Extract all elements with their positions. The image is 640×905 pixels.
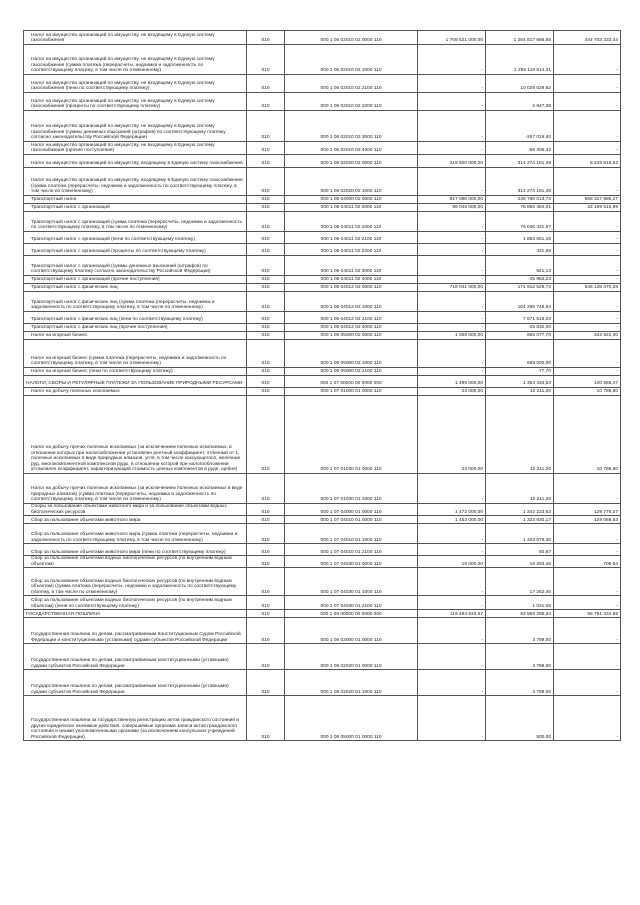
table-row (24, 93, 621, 111)
row-line-code: 010 (247, 204, 285, 212)
row-income-code: 000 1 06 02010 02 4000 110 (285, 142, 418, 155)
row-income-code: 000 1 06 04011 02 1000 110 (285, 212, 418, 232)
table-row (24, 474, 621, 504)
row-executed-amount: 63 968 295,34 (486, 610, 554, 618)
table-row (24, 256, 621, 276)
row-executed-amount: 2 847,38 (486, 93, 554, 111)
row-name: Налог на игорный бизнес (сумма платежа (перерасчеты, недоимка и задолженность по соответствующему платежу, в том числе по отмененному) (24, 340, 247, 368)
row-line-code: 010 (247, 670, 285, 696)
row-income-code: 000 1 06 02010 02 1000 110 (285, 45, 418, 75)
row-executed-amount: -25 832,00 (486, 324, 554, 332)
row-approved-amount: - (418, 232, 486, 244)
row-remaining-amount: - (554, 596, 621, 610)
row-executed-amount: 1 863 661,16 (486, 232, 554, 244)
row-remaining-amount: - (554, 232, 621, 244)
row-income-code: 000 1 06 02010 02 2100 110 (285, 75, 418, 93)
row-approved-amount: - (418, 524, 486, 544)
row-remaining-amount: - (554, 292, 621, 312)
row-line-code: 010 (247, 324, 285, 332)
table-row (24, 212, 621, 232)
row-executed-amount: 1 264 817 666,56 (486, 31, 554, 45)
row-remaining-amount: - (554, 618, 621, 644)
row-approved-amount: - (418, 368, 486, 376)
row-approved-amount: - (418, 45, 486, 75)
table-row (24, 312, 621, 324)
row-executed-amount: 10 029 629,62 (486, 75, 554, 93)
row-income-code: 000 1 07 04030 01 0000 110 (285, 556, 418, 568)
row-executed-amount: 1 031,06 (486, 596, 554, 610)
row-income-code: 000 1 06 02020 02 0000 110 (285, 155, 418, 168)
row-income-code: 000 1 07 01030 01 0000 110 (285, 396, 418, 474)
row-remaining-amount: 10 788,80 (554, 396, 621, 474)
row-income-code: 000 1 06 04011 02 2200 110 (285, 244, 418, 256)
row-approved-amount: 1 709 521 000,00 (418, 31, 486, 45)
row-name: Сборы за пользование объектами животного мира и за пользование объектами водных биологических ресурсов (24, 504, 247, 516)
row-name: Налог на добычу прочих полезных ископаемых (за исключением полезных ископаемых, в отношении которых при налогообложении установлен рентный коэффициент, отличный от 1, полезных ископаемых в виде природных алмазов, угля, в том числе коксующегося, железных руд, многокомпонентной комплексной руды, в отношении которой при налогообложении установлен коэффициент, характеризующий стоимость ценных компонентов в руде, щебня) (24, 396, 247, 474)
row-approved-amount: - (418, 111, 486, 142)
row-line-code: 010 (247, 244, 285, 256)
row-executed-amount: 171 912 529,72 (486, 284, 554, 292)
row-approved-amount: 23 000,00 (418, 388, 486, 396)
row-name: Сбор за пользование объектами животного мира (24, 516, 247, 524)
row-line-code: 010 (247, 474, 285, 504)
row-line-code: 010 (247, 31, 285, 45)
row-remaining-amount: - (554, 93, 621, 111)
row-executed-amount: 665 077,70 (486, 332, 554, 340)
row-name: Государственная пошлина за государственную регистрацию актов гражданского состояния и другие юридически значимые действия, совершаемые органами записи актов гражданского состояния и иными уполномоченными органами (за исключением консульских учреждений Российской Федерации) (24, 696, 247, 741)
income-report-table (23, 30, 621, 741)
row-line-code: 010 (247, 524, 285, 544)
table-row (24, 292, 621, 312)
row-income-code: 000 1 06 02020 02 1000 110 (285, 168, 418, 196)
row-income-code: 000 1 07 01030 01 1000 110 (285, 474, 418, 504)
row-name: Налог на имущество организаций по имуществу, не входящему в Единую систему газоснабжения (суммы денежных взысканий (штрафов) по соответствующему платежу согласно законодательству Российской Федерации) (24, 111, 247, 142)
row-remaining-amount: - (554, 474, 621, 504)
row-name: Транспортный налог с организаций (суммы денежных взысканий (штрафов) по соответствующему платежу согласно законодательству Российской Федерации) (24, 256, 247, 276)
row-line-code: 010 (247, 111, 285, 142)
row-approved-amount: - (418, 244, 486, 256)
table-row (24, 544, 621, 556)
table-row (24, 196, 621, 204)
row-line-code: 010 (247, 368, 285, 376)
row-income-code: 000 1 06 04012 02 4000 110 (285, 324, 418, 332)
row-line-code: 010 (247, 284, 285, 292)
row-remaining-amount: 706,54 (554, 556, 621, 568)
row-executed-amount: 665 000,00 (486, 340, 554, 368)
row-executed-amount: 1 354 434,53 (486, 376, 554, 388)
table-row (24, 618, 621, 644)
row-name: Сбор за пользование объектами животного мира (сумма платежа (перерасчеты, недоимка и задолженность по соответствующему платежу, в том числе по отмененному) (24, 524, 247, 544)
table-row (24, 368, 621, 376)
row-income-code: 000 1 06 02010 02 0000 110 (285, 31, 418, 45)
row-executed-amount: -56 305,32 (486, 142, 554, 155)
row-line-code: 010 (247, 610, 285, 618)
row-remaining-amount: - (554, 544, 621, 556)
row-name: Транспортный налог с организаций (сумма платежа (перерасчеты, недоимка и задолженность по соответствующему платежу, в том числе по отмененному) (24, 212, 247, 232)
row-income-code: 000 1 06 02010 02 2200 110 (285, 93, 418, 111)
row-income-code: 000 1 06 04011 02 2100 110 (285, 232, 418, 244)
row-name: Сбор за пользование объектами водных биологических ресурсов (по внутренним водным объектам) (сумма платежа (перерасчеты, недоимка и задолженность по соответствующему платежу, в том числе по отмененному) (24, 568, 247, 596)
row-executed-amount: 314 274 181,48 (486, 168, 554, 196)
row-income-code: 000 1 08 00000 00 0000 000 (285, 610, 418, 618)
row-executed-amount: 1 323 679,30 (486, 524, 554, 544)
row-income-code: 000 1 06 04012 02 2100 110 (285, 312, 418, 324)
row-remaining-amount: - (554, 340, 621, 368)
row-name: НАЛОГИ, СБОРЫ И РЕГУЛЯРНЫЕ ПЛАТЕЖИ ЗА ПОЛЬЗОВАНИЕ ПРИРОДНЫМИ РЕСУРСАМИ (24, 376, 247, 388)
row-remaining-amount: - (554, 568, 621, 596)
table-row (24, 568, 621, 596)
row-remaining-amount: 10 788,80 (554, 388, 621, 396)
row-remaining-amount: - (554, 168, 621, 196)
row-remaining-amount: - (554, 324, 621, 332)
table-row (24, 45, 621, 75)
row-line-code: 010 (247, 45, 285, 75)
row-remaining-amount: - (554, 256, 621, 276)
row-executed-amount: 248 768 013,73 (486, 196, 554, 204)
row-line-code: 010 (247, 544, 285, 556)
row-executed-amount: 1 323 930,17 (486, 516, 554, 524)
row-income-code: 000 1 08 05000 01 0000 110 (285, 696, 418, 741)
row-income-code: 000 1 06 05000 02 0000 110 (285, 332, 418, 340)
row-remaining-amount: 140 565,47 (554, 376, 621, 388)
row-approved-amount: - (418, 276, 486, 284)
row-line-code: 010 (247, 504, 285, 516)
row-name: Транспортный налог с организаций (проценты по соответствующему платежу) (24, 244, 247, 256)
row-name: Транспортный налог с физических лиц (сумма платежа (перерасчеты, недоимка и задолженность по соответствующему платежу, в том числе по отмененному) (24, 292, 247, 312)
row-line-code: 010 (247, 155, 285, 168)
table-row (24, 244, 621, 256)
row-name: Транспортный налог (24, 196, 247, 204)
row-executed-amount: 77,70 (486, 368, 554, 376)
row-line-code: 010 (247, 596, 285, 610)
row-approved-amount: - (418, 670, 486, 696)
row-income-code: 000 1 07 04010 01 0000 110 (285, 516, 418, 524)
row-name: Транспортный налог с организаций (24, 204, 247, 212)
row-income-code: 000 1 07 04030 01 2100 110 (285, 596, 418, 610)
row-line-code: 010 (247, 396, 285, 474)
row-remaining-amount: - (554, 45, 621, 75)
row-line-code: 010 (247, 256, 285, 276)
table-row (24, 388, 621, 396)
row-name: Налог на имущество организаций по имуществу, входящему в Единую систему газоснабжения (24, 155, 247, 168)
row-name: Налог на добычу прочих полезных ископаемых (за исключением полезных ископаемых в виде природных алмазов) (сумма платежа (перерасчеты, недоимка и задолженность по соответствующему платежу, в том числе по отмененному) (24, 474, 247, 504)
row-income-code: 000 1 06 02010 02 3000 110 (285, 111, 418, 142)
row-executed-amount: -267 019,40 (486, 111, 554, 142)
row-remaining-amount: - (554, 644, 621, 670)
row-executed-amount: 17 262,40 (486, 568, 554, 596)
row-executed-amount: 314 274 181,48 (486, 155, 554, 168)
row-name: Налог на имущество организаций по имуществу, не входящему в Единую систему газоснабжения (сумма платежа (перерасчеты, недоимка и задолженность по соответствующему платежу, в том числе по отмененному) (24, 45, 247, 75)
row-income-code: 000 1 07 01000 01 0000 110 (285, 388, 418, 396)
row-line-code: 010 (247, 376, 285, 388)
row-executed-amount: 500,00 (486, 696, 554, 741)
row-line-code: 010 (247, 93, 285, 111)
table-row (24, 232, 621, 244)
row-remaining-amount: - (554, 142, 621, 155)
row-approved-amount: - (418, 596, 486, 610)
row-remaining-amount: - (554, 111, 621, 142)
table-row (24, 168, 621, 196)
row-income-code: 000 1 07 04010 01 1000 110 (285, 524, 418, 544)
row-executed-amount: 921,13 (486, 256, 554, 276)
table-row (24, 504, 621, 516)
row-name: Транспортный налог с физических лиц (прочие поступления) (24, 324, 247, 332)
table-row (24, 75, 621, 93)
row-income-code: 000 1 07 04030 01 1000 110 (285, 568, 418, 596)
row-executed-amount: 76 855 484,01 (486, 204, 554, 212)
row-name: Налог на игорный бизнес (пени по соответствующему платежу) (24, 368, 247, 376)
row-approved-amount: - (418, 618, 486, 644)
row-remaining-amount: 55 791 334,88 (554, 610, 621, 618)
row-remaining-amount: - (554, 696, 621, 741)
row-line-code: 010 (247, 340, 285, 368)
row-approved-amount: - (418, 93, 486, 111)
row-remaining-amount: - (554, 276, 621, 284)
row-line-code: 010 (247, 568, 285, 596)
table-row (24, 340, 621, 368)
report-table-body (24, 31, 621, 741)
row-approved-amount: - (418, 292, 486, 312)
row-name: Налог на игорный бизнес (24, 332, 247, 340)
row-income-code: 000 1 06 04012 02 1000 110 (285, 292, 418, 312)
row-name: Государственная пошлина по делам, рассматриваемым конституционными (уставными) судами субъектов Российской Федерации (24, 670, 247, 696)
row-approved-amount: 19 000,00 (418, 556, 486, 568)
row-remaining-amount: 568 317 986,27 (554, 196, 621, 204)
table-row (24, 142, 621, 155)
row-approved-amount: - (418, 256, 486, 276)
row-name: Налог на имущество организаций по имуществу, не входящему в Единую систему газоснабжения (пени по соответствующему платежу) (24, 75, 247, 93)
row-executed-amount: 12 211,20 (486, 474, 554, 504)
row-approved-amount: 1 008 000,00 (418, 332, 486, 340)
row-income-code: 000 1 06 04011 02 0000 110 (285, 204, 418, 212)
table-row (24, 696, 621, 741)
row-income-code: 000 1 06 04012 02 0000 110 (285, 284, 418, 292)
row-income-code: 000 1 06 04011 02 4000 110 (285, 276, 418, 284)
row-executed-amount: 12 211,20 (486, 396, 554, 474)
table-row (24, 524, 621, 544)
row-remaining-amount: - (554, 670, 621, 696)
row-remaining-amount: - (554, 75, 621, 93)
row-approved-amount: 119 484 533,67 (418, 610, 486, 618)
row-income-code: 000 1 07 04010 01 2100 110 (285, 544, 418, 556)
row-approved-amount: 23 000,00 (418, 396, 486, 474)
row-line-code: 010 (247, 332, 285, 340)
row-approved-amount: 1 453 000,00 (418, 516, 486, 524)
row-line-code: 010 (247, 556, 285, 568)
row-name: Сбор за пользование объектами водных биологических ресурсов (по внутренним водным объектам) (пени по соответствующему платежу) (24, 596, 247, 610)
row-name: Налог на имущество организаций по имуществу, не входящему в Единую систему газоснабжения (прочие поступления) (24, 142, 247, 155)
row-approved-amount: - (418, 312, 486, 324)
row-line-code: 010 (247, 75, 285, 93)
row-line-code: 010 (247, 168, 285, 196)
row-name: Налог на добычу полезных ископаемых (24, 388, 247, 396)
row-name: Сбор за пользование объектами водных биологических ресурсов (по внутренним водным объектам) (24, 556, 247, 568)
row-name: Транспортный налог с физических лиц (пени по соответствующему платежу) (24, 312, 247, 324)
row-name: Государственная пошлина по делам, рассматриваемым конституционными (уставными) судами субъектов Российской Федерации (24, 644, 247, 670)
row-approved-amount: - (418, 544, 486, 556)
row-executed-amount: 7 671 615,03 (486, 312, 554, 324)
table-row (24, 670, 621, 696)
row-line-code: 010 (247, 516, 285, 524)
table-row (24, 276, 621, 284)
row-line-code: 010 (247, 276, 285, 284)
row-executed-amount: 3 799,00 (486, 644, 554, 670)
row-approved-amount: 1 495 000,00 (418, 376, 486, 388)
row-line-code: 010 (247, 212, 285, 232)
row-remaining-amount: 129 776,37 (554, 504, 621, 516)
row-executed-amount: 1 255 118 514,31 (486, 45, 554, 75)
row-approved-amount: 817 086 000,00 (418, 196, 486, 204)
table-row (24, 332, 621, 340)
table-row (24, 155, 621, 168)
row-approved-amount: - (418, 474, 486, 504)
row-executed-amount: 3 799,00 (486, 670, 554, 696)
table-row (24, 644, 621, 670)
row-approved-amount: - (418, 212, 486, 232)
row-approved-amount: - (418, 324, 486, 332)
table-row (24, 610, 621, 618)
row-remaining-amount: 546 128 470,28 (554, 284, 621, 292)
table-row (24, 284, 621, 292)
row-name: Налог на имущество организаций по имуществу, не входящему в Единую систему газоснабжения (проценты по соответствующему платежу) (24, 93, 247, 111)
row-line-code: 010 (247, 312, 285, 324)
row-name: Государственная пошлина по делам, рассматриваемым Конституционным Судом Российской Федерации и конституционными (уставными) судами субъектов Российской Федерации (24, 618, 247, 644)
row-remaining-amount: - (554, 244, 621, 256)
row-executed-amount: 164 266 746,64 (486, 292, 554, 312)
row-line-code: 010 (247, 644, 285, 670)
row-remaining-amount: - (554, 212, 621, 232)
row-executed-amount: 12 211,20 (486, 388, 554, 396)
row-name: Налог на имущество организаций по имуществу, входящему в Единую систему газоснабжения (сумма платежа (перерасчеты, недоимка и задолженность по соответствующему платежу, в том числе по отмененному) (24, 168, 247, 196)
row-executed-amount: 76 036 431,97 (486, 212, 554, 232)
row-income-code: 000 1 07 00000 00 0000 000 (285, 376, 418, 388)
row-line-code: 010 (247, 232, 285, 244)
row-executed-amount: 1 342 223,63 (486, 504, 554, 516)
row-remaining-amount: 342 922,30 (554, 332, 621, 340)
row-income-code: 000 1 07 04000 01 0000 110 (285, 504, 418, 516)
row-remaining-amount: - (554, 312, 621, 324)
row-approved-amount: - (418, 644, 486, 670)
row-executed-amount: 431,66 (486, 244, 554, 256)
row-line-code: 010 (247, 142, 285, 155)
row-remaining-amount: 22 189 515,99 (554, 204, 621, 212)
row-income-code: 000 1 06 04000 02 0000 110 (285, 196, 418, 204)
row-approved-amount: 1 472 000,00 (418, 504, 486, 516)
row-name: ГОСУДАРСТВЕННАЯ ПОШЛИНА (24, 610, 247, 618)
row-income-code: 000 1 06 05000 02 1000 110 (285, 340, 418, 368)
row-executed-amount: -45 962,23 (486, 276, 554, 284)
row-approved-amount: 718 041 000,00 (418, 284, 486, 292)
row-approved-amount: - (418, 168, 486, 196)
row-name: Налог на имущество организаций по имуществу, не входящему в Единую систему газоснабжения (24, 31, 247, 45)
row-income-code: 000 1 06 04011 02 3000 110 (285, 256, 418, 276)
row-executed-amount: 3 799,00 (486, 618, 554, 644)
row-income-code: 000 1 08 02020 01 0000 110 (285, 644, 418, 670)
row-approved-amount: 319 500 000,00 (418, 155, 486, 168)
row-line-code: 010 (247, 196, 285, 204)
row-income-code: 000 1 08 02000 01 0000 110 (285, 618, 418, 644)
row-remaining-amount: 444 703 333,44 (554, 31, 621, 45)
row-executed-amount: 18 293,46 (486, 556, 554, 568)
row-line-code: 010 (247, 696, 285, 741)
row-name: Транспортный налог с физических лиц (24, 284, 247, 292)
row-income-code: 000 1 08 02020 01 1000 110 (285, 670, 418, 696)
table-row (24, 556, 621, 568)
row-approved-amount: - (418, 340, 486, 368)
row-approved-amount: 99 045 000,00 (418, 204, 486, 212)
row-name: Транспортный налог с организаций (пени по соответствующему платежу) (24, 232, 247, 244)
row-name: Транспортный налог с организаций (прочие поступления) (24, 276, 247, 284)
row-line-code: 010 (247, 388, 285, 396)
table-row (24, 516, 621, 524)
table-row (24, 596, 621, 610)
row-approved-amount: - (418, 568, 486, 596)
row-name: Сбор за пользование объектами животного мира (пени по соответствующему платежу) (24, 544, 247, 556)
row-remaining-amount: - (554, 524, 621, 544)
table-row (24, 376, 621, 388)
row-remaining-amount: - (554, 368, 621, 376)
table-row (24, 324, 621, 332)
table-row (24, 396, 621, 474)
row-remaining-amount: 129 069,83 (554, 516, 621, 524)
table-row (24, 31, 621, 45)
row-approved-amount: - (418, 75, 486, 93)
row-income-code: 000 1 06 05000 02 2100 110 (285, 368, 418, 376)
table-row (24, 111, 621, 142)
row-line-code: 010 (247, 292, 285, 312)
row-executed-amount: 50,87 (486, 544, 554, 556)
table-row (24, 204, 621, 212)
row-line-code: 010 (247, 618, 285, 644)
row-approved-amount: - (418, 142, 486, 155)
row-remaining-amount: 5 225 818,52 (554, 155, 621, 168)
row-approved-amount: - (418, 696, 486, 741)
